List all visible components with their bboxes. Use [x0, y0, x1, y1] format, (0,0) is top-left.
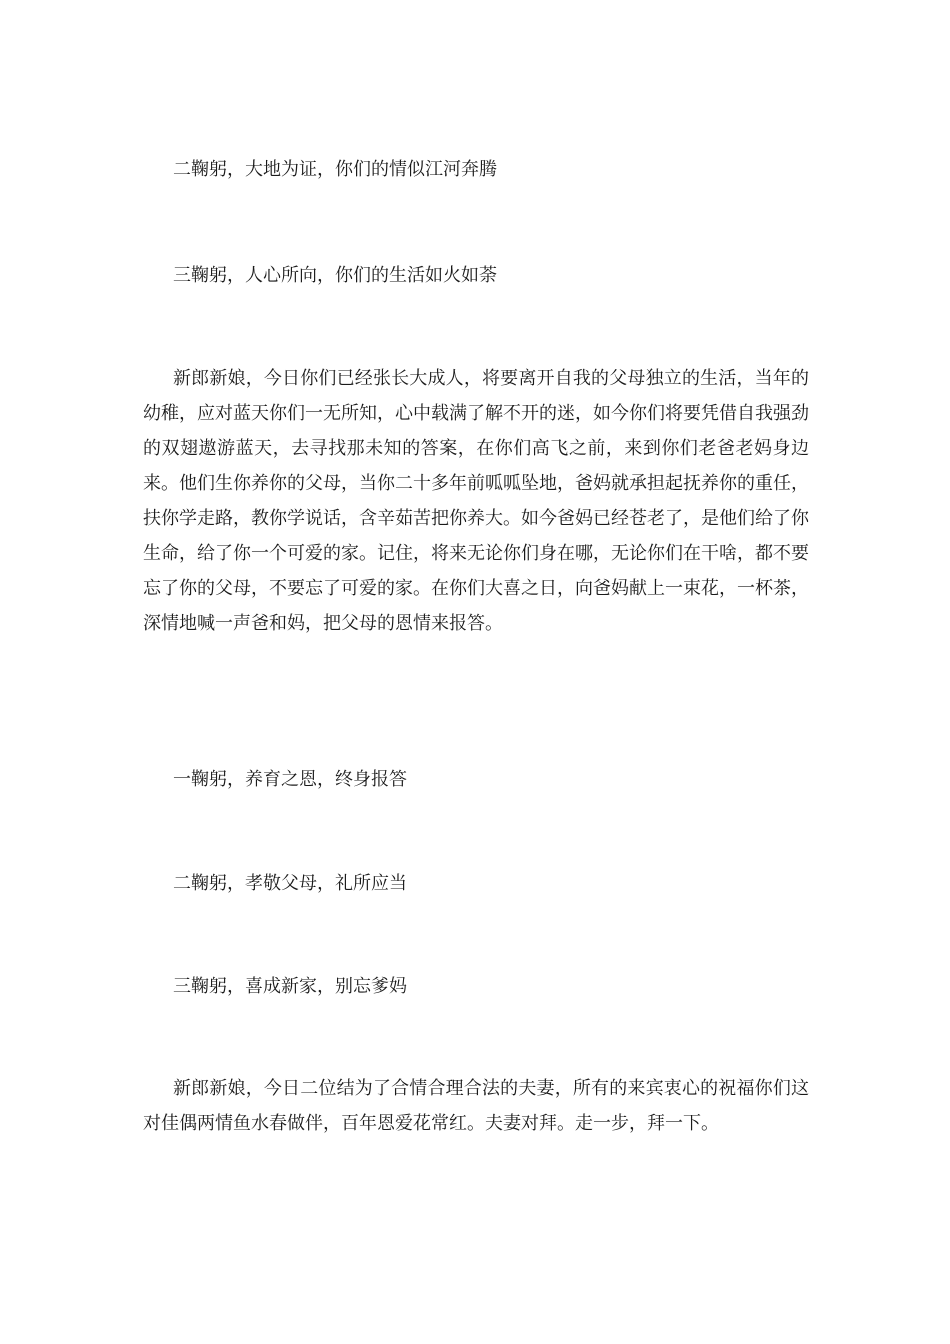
- bow-line-3: 三鞠躬，人心所向，你们的生活如火如荼: [173, 265, 497, 286]
- parents-bow-line-2: 二鞠躬，孝敬父母，礼所应当: [173, 873, 407, 894]
- parents-bow-line-3: 三鞠躬，喜成新家，别忘爹妈: [173, 976, 407, 997]
- bow-line-2: 二鞠躬，大地为证，你们的情似江河奔腾: [173, 159, 497, 180]
- couple-paragraph: 新郎新娘，今日二位结为了合情合理合法的夫妻，所有的来宾衷心的祝福你们这对佳偶两情鱼水春做伴，百年恩爱花常红。夫妻对拜。走一步，拜一下。: [143, 1078, 809, 1134]
- parents-paragraph: 新郎新娘，今日你们已经张长大成人，将要离开自我的父母独立的生活，当年的幼稚，应对蓝天你们一无所知，心中载满了解不开的迷，如今你们将要凭借自我强劲的双翅遨游蓝天，去寻找那未知的答案，在你们高飞之前，来到你们老爸老妈身边来。他们生你养你的父母，当你二十多年前呱呱坠地，爸妈就承担起抚养你的重任，扶你学走路，教你学说话，含辛茹苦把你养大。如今爸妈已经苍老了，是他们给了你生命，给了你一个可爱的家。记住，将来无论你们身在哪，无论你们在干啥，都不要忘了你的父母，不要忘了可爱的家。在你们大喜之日，向爸妈献上一束花，一杯茶，深情地喊一声爸和妈，把父母的恩情来报答。: [143, 368, 809, 634]
- parents-bow-line-1: 一鞠躬，养育之恩，终身报答: [173, 769, 407, 790]
